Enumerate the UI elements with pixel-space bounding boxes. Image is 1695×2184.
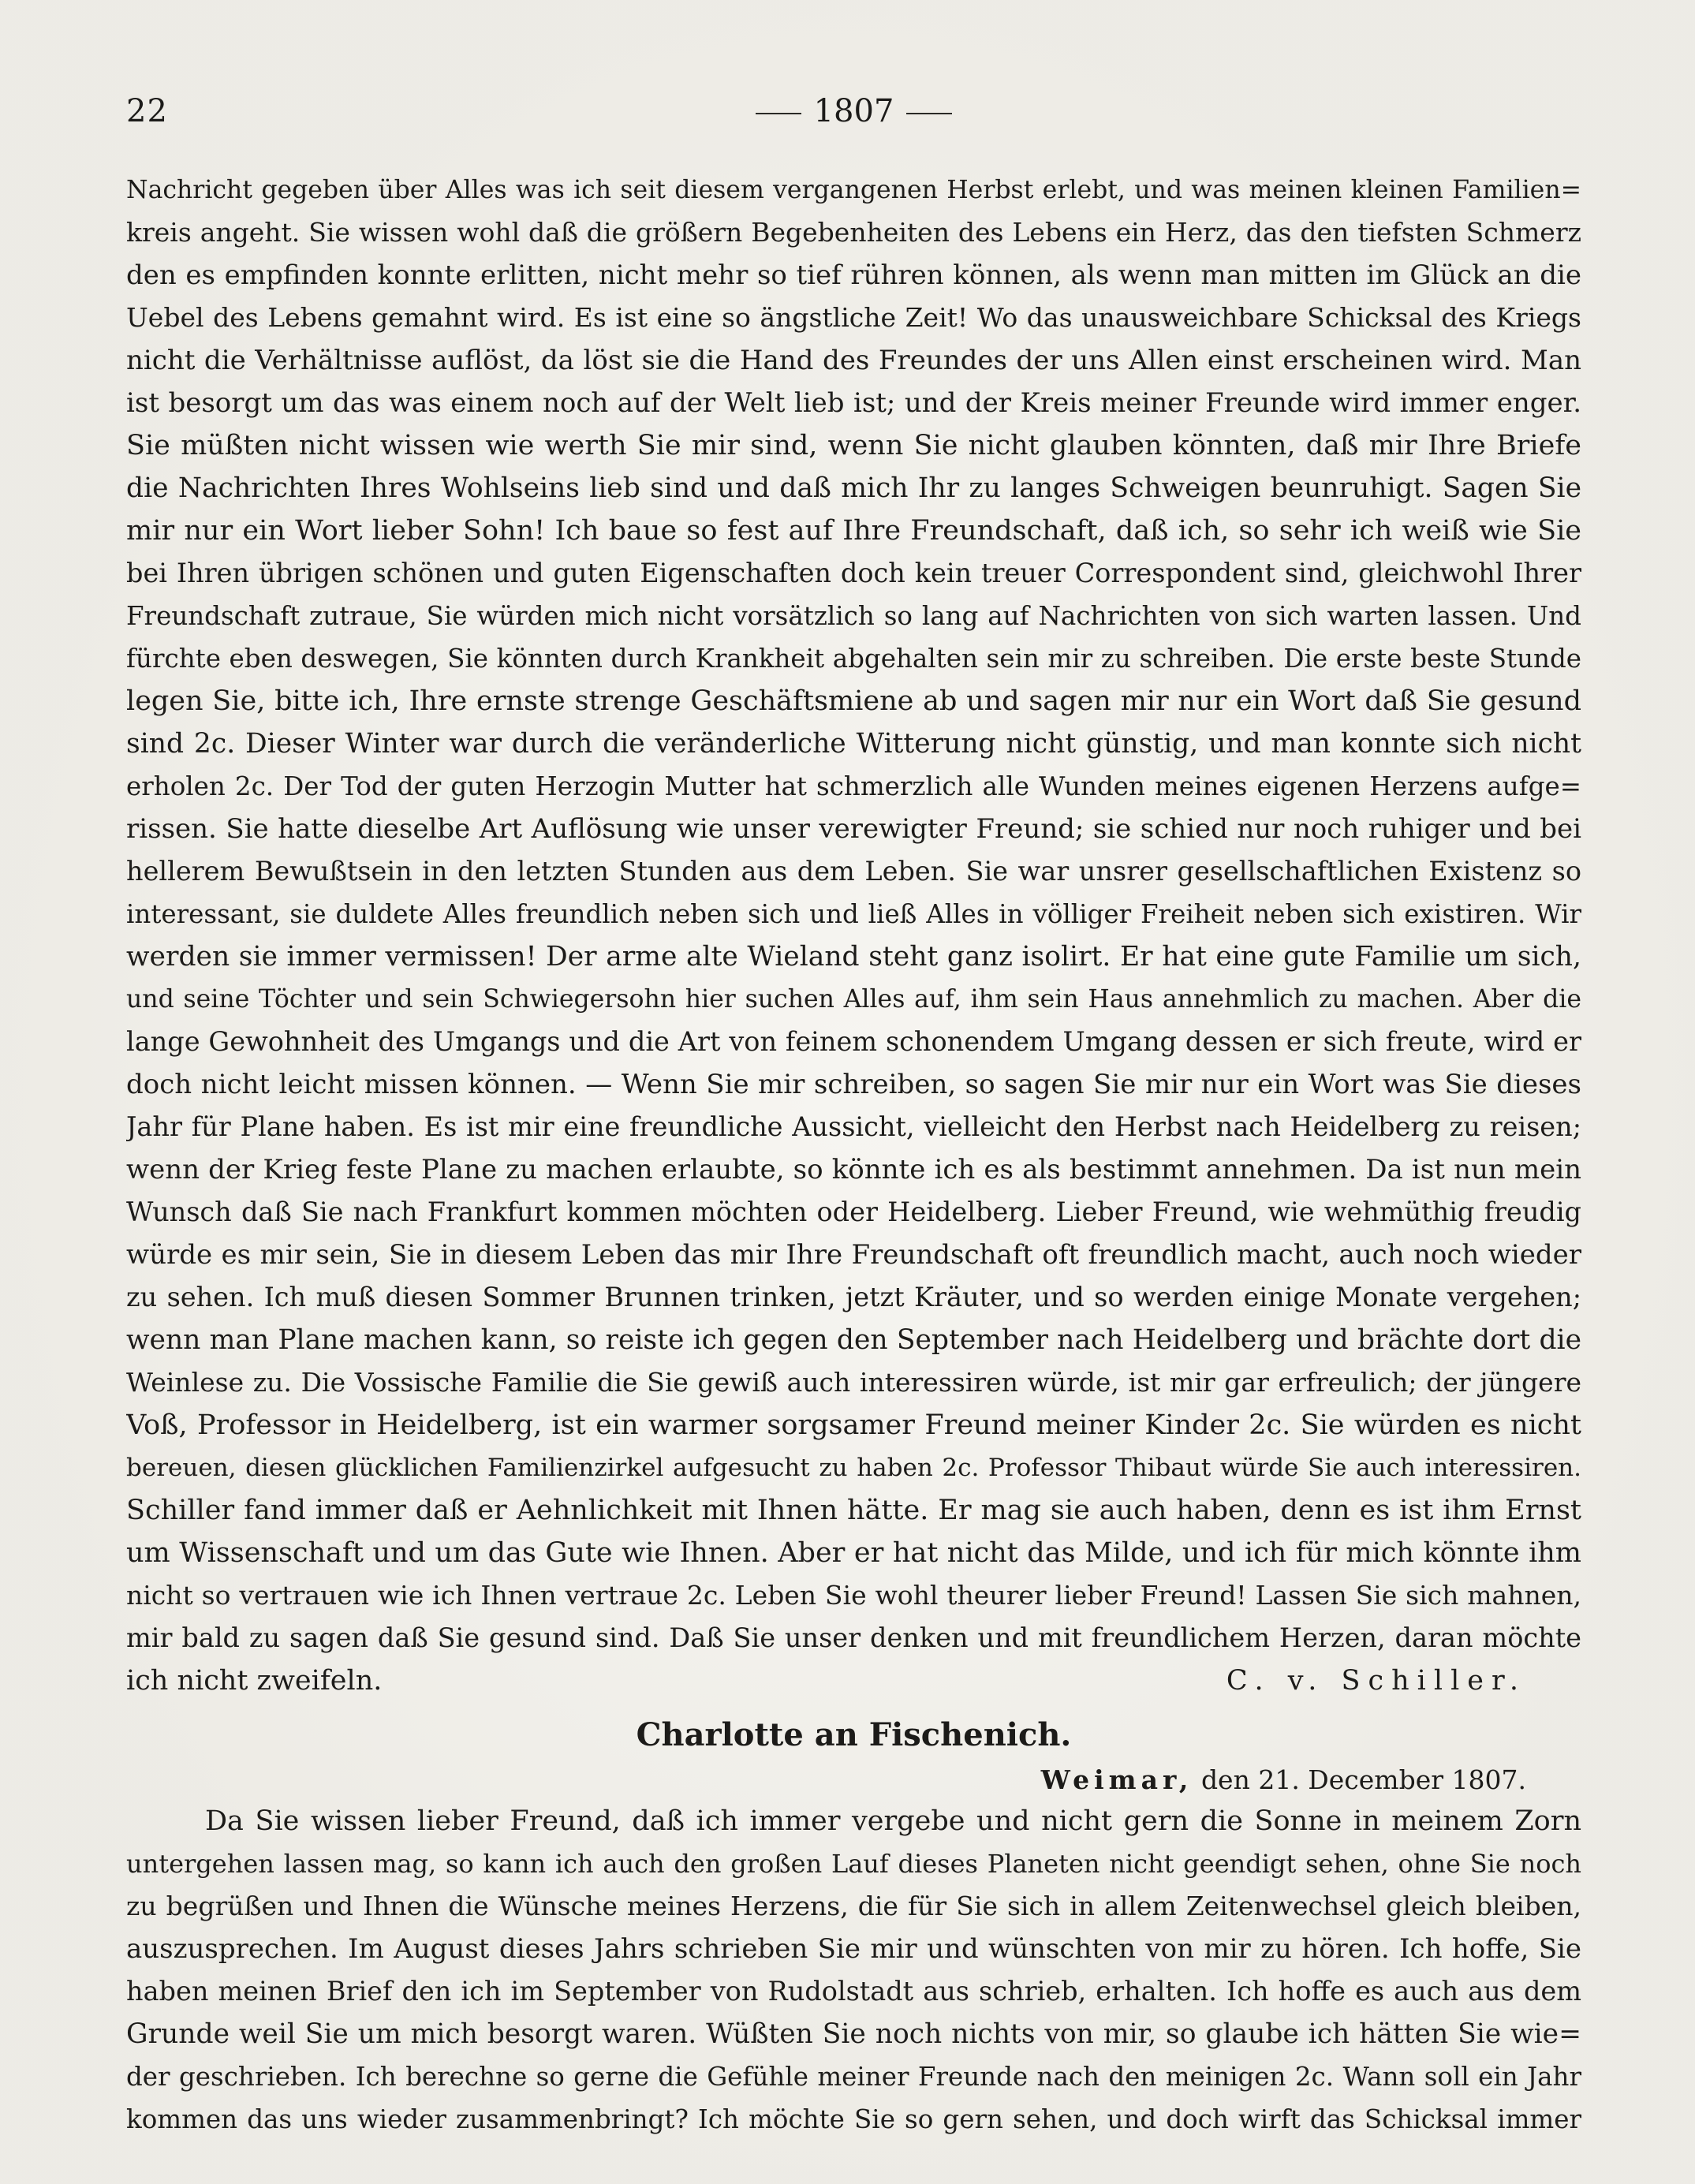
text-line: mir nur ein Wort lieber Sohn! Ich baue so fest auf Ihre Freundschaft, daß ich, so sehr ich weiß wie Sie [126,515,1581,547]
text-line: Voß, Professor in Heidelberg, ist ein warmer sorgsamer Freund meiner Kinder 2c. Sie würden es nicht [126,1409,1581,1441]
text-line: rissen. Sie hatte dieselbe Art Auflösung wie unser verewigter Freund; sie schied nur noch ruhiger und bei [126,813,1581,845]
text-line: bereuen, diesen glücklichen Familienzirkel aufgesucht zu haben 2c. Professor Thibaut würde Sie auch interessiren. [126,1454,1581,1482]
text-line: würde es mir sein, Sie in diesem Leben das mir Ihre Freundschaft oft freundlich macht, auch noch wieder [126,1239,1581,1271]
dateline [126,1760,1581,1800]
text-line: interessant, sie duldete Alles freundlich neben sich und ließ Alles in völliger Freiheit neben sich existiren. Wir [126,899,1581,929]
text-line: hellerem Bewußtsein in den letzten Stunden aus dem Leben. Sie war unsrer gesellschaftlichen Existenz so [126,856,1581,887]
text-line: bei Ihren übrigen schönen und guten Eigenschaften doch kein treuer Correspondent sind, gleichwohl Ihrer [126,558,1581,588]
ornament-dash-left [756,113,801,114]
text-line: fürchte eben deswegen, Sie könnten durch Krankheit abgehalten sein mir zu schreiben. Die erste beste Stunde [126,644,1581,674]
text-line: werden sie immer vermissen! Der arme alte Wieland steht ganz isolirt. Er hat eine gute Familie um sich, [126,941,1581,973]
signature: C. v. Schiller. [1226,1665,1526,1697]
text-line: Jahr für Plane haben. Es ist mir eine freundliche Aussicht, vielleicht den Herbst nach Heidelberg zu reisen; [126,1111,1581,1142]
year-label: 1807 [813,93,894,129]
text-line: Weinlese zu. Die Vossische Familie die Sie gewiß auch interessiren würde, ist mir gar erfreulich; der jüngere [126,1367,1581,1398]
text-line: sind 2c. Dieser Winter war durch die veränderliche Witterung nicht günstig, und man konnte sich nicht [126,728,1581,760]
text-line: Da Sie wissen lieber Freund, daß ich immer vergebe und nicht gern die Sonne in meinem Zorn [205,1805,1581,1837]
text-line: Sie müßten nicht wissen wie werth Sie mir sind, wenn Sie nicht glauben könnten, daß mir Ihre Briefe [126,430,1581,461]
page-number: 22 [126,93,168,129]
text-line: nicht die Verhältnisse auflöst, da löst sie die Hand des Freundes der uns Allen einst erscheinen wird. Man [126,345,1581,376]
text-line: wenn man Plane machen kann, so reiste ich gegen den September nach Heidelberg und brächte dort die [126,1324,1581,1356]
text-line: lange Gewohnheit des Umgangs und die Art von feinem schonendem Umgang dessen er sich freute, wird er [126,1026,1581,1057]
text-line: zu begrüßen und Ihnen die Wünsche meines Herzens, die für Sie sich in allem Zeitenwechsel gleich bleiben, [126,1891,1581,1921]
text-line: die Nachrichten Ihres Wohlseins lieb sind und daß mich Ihr zu langes Schweigen beunruhigt. Sagen Sie [126,472,1581,504]
text-line: Wunsch daß Sie nach Frankfurt kommen möchten oder Heidelberg. Lieber Freund, wie wehmüthig freudig [126,1197,1581,1227]
dateline-date: den 21. December 1807. [1200,1764,1526,1795]
text-line: Schiller fand immer daß er Aehnlichkeit mit Ihnen hätte. Er mag sie auch haben, denn es ist ihm Ernst [126,1495,1581,1526]
text-line: der geschrieben. Ich berechne so gerne die Gefühle meiner Freunde nach den meinigen 2c. Wann soll ein Jahr [126,2062,1581,2092]
letter-2-heading: Charlotte an Fischenich. [636,1716,1072,1753]
closing-text: ich nicht zweifeln. [126,1665,383,1697]
text-line: Nachricht gegeben über Alles was ich seit diesem vergangenen Herbst erlebt, und was meinen kleinen Familien= [126,176,1581,204]
text-line: den es empfinden konnte erlitten, nicht mehr so tief rühren können, als wenn man mitten im Glück an die [126,259,1581,291]
text-line: untergehen lassen mag, so kann ich auch den großen Lauf dieses Planeten nicht geendigt sehen, ohne Sie noch [126,1849,1581,1879]
text-line: mir bald zu sagen daß Sie gesund sind. Daß Sie unser denken und mit freundlichem Herzen, daran möchte [126,1622,1581,1653]
text-line: legen Sie, bitte ich, Ihre ernste strenge Geschäftsmiene ab und sagen mir nur ein Wort daß Sie gesund [126,685,1581,717]
text-line: erholen 2c. Der Tod der guten Herzogin Mutter hat schmerzlich alle Wunden meines eigenen Herzens aufge= [126,771,1581,801]
text-line: doch nicht leicht missen können. — Wenn Sie mir schreiben, so sagen Sie mir nur ein Wort was Sie dieses [126,1069,1581,1100]
text-line: wenn der Krieg feste Plane zu machen erlaubte, so könnte ich es als bestimmt annehmen. Da ist nun mein [126,1154,1581,1185]
text-line: um Wissenschaft und um das Gute wie Ihnen. Aber er hat nicht das Milde, und ich für mich könnte ihm [126,1537,1581,1569]
letter-2-body [126,1800,1581,2141]
letter-1-body [126,169,1581,1702]
dateline-text [1041,1760,1526,1800]
text-line: und seine Töchter und sein Schwiegersohn hier suchen Alles auf, ihm sein Haus annehmlich zu machen. Aber die [126,985,1581,1014]
closing-line [126,1659,1581,1702]
text-block [126,169,1581,2141]
text-line: ist besorgt um das was einem noch auf der Welt lieb ist; und der Kreis meiner Freunde wird immer enger. [126,387,1581,419]
text-line: zu sehen. Ich muß diesen Sommer Brunnen trinken, jetzt Kräuter, und so werden einige Monate vergehen; [126,1282,1581,1312]
text-line: nicht so vertrauen wie ich Ihnen vertraue 2c. Leben Sie wohl theurer lieber Freund! Lassen Sie sich mahnen, [126,1580,1581,1611]
ornament-dash-right [906,113,952,114]
dateline-place: Weimar, [1040,1764,1193,1795]
text-line: kommen das uns wieder zusammenbringt? Ich möchte Sie so gern sehen, und doch wirft das Schicksal immer [126,2104,1581,2134]
text-line: haben meinen Brief den ich im September von Rudolstadt aus schrieb, erhalten. Ich hoffe es auch aus dem [126,1976,1581,2007]
running-head [126,93,1581,140]
text-line: Freundschaft zutraue, Sie würden mich nicht vorsätzlich so lang auf Nachrichten von sich warten lassen. Und [126,601,1581,631]
running-head-year [126,93,1581,129]
text-line: auszusprechen. Im August dieses Jahrs schrieben Sie mir und wünschten von mir zu hören. Ich hoffe, Sie [126,1933,1581,1965]
text-line: kreis angeht. Sie wissen wohl daß die größern Begebenheiten des Lebens ein Herz, das den tiefsten Schmerz [126,217,1581,248]
text-line: Uebel des Lebens gemahnt wird. Es ist eine so ängstliche Zeit! Wo das unausweichbare Schicksal des Kriegs [126,302,1581,333]
text-line: Grunde weil Sie um mich besorgt waren. Wüßten Sie noch nichts von mir, so glaube ich hätten Sie wie= [126,2018,1581,2050]
